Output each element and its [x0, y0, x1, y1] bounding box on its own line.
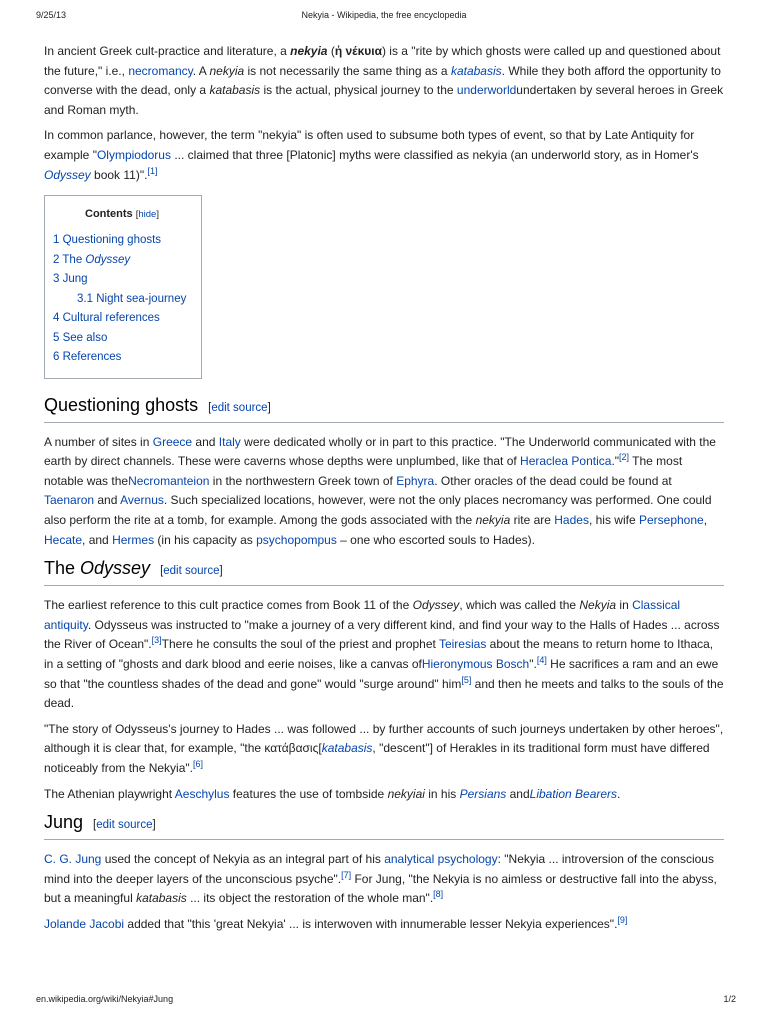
link-katabasis[interactable]: katabasis — [450, 63, 502, 78]
link-heraclea-pontica[interactable]: Heraclea Pontica — [520, 454, 612, 469]
toc-subitem[interactable]: 3.1 Night sea-journey — [77, 292, 187, 305]
toc-hide-link[interactable]: hide — [138, 209, 157, 221]
ref-2[interactable]: [2] — [619, 452, 630, 463]
link-psychopompus[interactable]: psychopompus — [256, 532, 337, 547]
edit-source-link[interactable]: edit source — [96, 819, 153, 832]
link-necromancy[interactable]: necromancy — [128, 63, 193, 78]
toc-item[interactable]: 6 References — [53, 351, 122, 364]
toc-item[interactable]: 4 Cultural references — [53, 312, 160, 325]
section-paragraph: The Athenian playwright Aeschylus features the use of tombside nekyiai in his Persians andLibation Bearers. — [44, 786, 621, 801]
link-persians[interactable]: Persians — [459, 786, 507, 801]
link-analytical-psychology[interactable]: analytical psychology — [384, 852, 498, 867]
link-taenaron[interactable]: Taenaron — [44, 493, 95, 508]
ref-1[interactable]: [1] — [147, 165, 158, 176]
link-hermes[interactable]: Hermes — [112, 532, 155, 547]
table-of-contents — [44, 195, 202, 379]
print-page-number: 1/2 — [723, 994, 736, 1004]
article-content — [44, 42, 724, 941]
ref-9[interactable]: [9] — [617, 914, 628, 925]
link-underworld[interactable]: underworld — [456, 83, 517, 98]
print-footer — [0, 990, 768, 1014]
link-necromanteion[interactable]: Necromanteion — [128, 473, 210, 488]
print-page-title: Nekyia - Wikipedia, the free encyclopedia — [301, 10, 467, 20]
link-avernus[interactable]: Avernus — [120, 493, 164, 508]
ref-5[interactable]: [5] — [461, 674, 472, 685]
ref-3[interactable]: [3] — [151, 635, 162, 646]
section-paragraph: Jolande Jacobi added that "this 'great Nekyia' ... is interwoven with innumerable lesser Nekyia experiences".[9] — [44, 914, 628, 931]
section-paragraph: A number of sites in Greece and Italy were dedicated wholly or in part to this practice. "The Underworld communicated with the earth by direct channels. These were caverns whose depths were unplumbed, like that of Heraclea Pontica."[2] The most notable was theNecromanteion in the northwestern Greek town of Ephyra. Other oracles of the dead could be found at Taenaron and Avernus. Such specialized locations, however, were not the only places necromancy was performed. One could also perform the rite at a tomb, for example. Among the gods associated with the nekyia rite are Hades, his wife Persephone, Hecate, and Hermes (in his capacity as psychopompus – one who escorted souls to Hades). — [44, 434, 716, 547]
intro-paragraph-1: In ancient Greek cult-practice and literature, a nekyia (ἡ νέκυια) is a "rite by which ghosts were called up and questioned about the future," i.e., necromancy. A nekyia is not necessarily the same thing as a katabasis. While they both afford the opportunity to converse with the dead, only a katabasis is the actual, physical journey to the underworldundertaken by several heroes in Greek and Roman myth. — [44, 44, 724, 117]
intro-paragraph-2: In common parlance, however, the term "nekyia" is often used to subsume both types of event, so that by Late Antiquity for example "Olympiodorus ... claimed that three [Platonic] myths were classified as nekyia (an underworld story, as in Homer's Odyssey book 11)".[1] — [44, 128, 699, 182]
link-olympiodorus[interactable]: Olympiodorus — [96, 147, 171, 162]
link-italy[interactable]: Italy — [218, 434, 241, 449]
print-date: 9/25/13 — [36, 10, 67, 20]
toc-heading: Contents [hide] — [85, 208, 159, 221]
link-katabasis[interactable]: katabasis — [321, 741, 373, 756]
link-teiresias[interactable]: Teiresias — [438, 637, 487, 652]
link-libation-bearers[interactable]: Libation Bearers — [529, 786, 618, 801]
link-odyssey[interactable]: Odyssey — [44, 167, 91, 182]
section-heading-questioning-ghosts: Questioning ghosts [edit source] — [44, 393, 724, 423]
toc-item[interactable]: 2 The Odyssey — [53, 253, 131, 266]
section-heading-jung: Jung [edit source] — [44, 810, 724, 840]
link-ephyra[interactable]: Ephyra — [396, 473, 435, 488]
edit-source-link[interactable]: edit source — [163, 565, 220, 578]
toc-item[interactable]: 3 Jung — [53, 273, 88, 286]
ref-6[interactable]: [6] — [193, 758, 204, 769]
ref-4[interactable]: [4] — [536, 655, 547, 665]
link-classical-antiquity[interactable]: Classical antiquity — [44, 598, 681, 632]
link-persephone[interactable]: Persephone — [638, 513, 704, 528]
link-greece[interactable]: Greece — [152, 434, 193, 449]
section-paragraph: "The story of Odysseus's journey to Hades ... was followed ... by further accounts of such journeys undertaken by other heroes", although it is clear that, for example, "the κατάβασις[katabasis, "descent"] of Herakles in its traditional form must have differed noticeably from the Nekyia".[6] — [44, 721, 724, 775]
greek-term: ἡ νέκυια — [334, 44, 382, 58]
section-paragraph: The earliest reference to this cult practice comes from Book 11 of the Odyssey, which was called the Nekyia in Classical antiquity. Odysseus was instructed to "make a journey of a very different kind, and find your way to the Halls of Hades ... across the River of Ocean".[3]There he consults the soul of the priest and prophet Teiresias about the means to return home to Ithaca, in a setting of "ghosts and dark blood and eerie noises, like a canvas ofHieronymous Bosch".[4] He sacrifices a ram and an ewe so that "the countless shades of the dead and gone" would "surge around" him[5] and then he meets and talks to the souls of the dead. — [44, 598, 724, 711]
section-paragraph: C. G. Jung used the concept of Nekyia as an integral part of his analytical psychology: "Nekyia ... introversion of the conscious mind into the deeper layers of the unconscious psyche".[7] For Jung, "the Nekyia is no aimless or destructive fall into the abyss, but a meaningful katabasis ... its object the restoration of the whole man".[8] — [44, 852, 717, 906]
print-url: en.wikipedia.org/wiki/Nekyia#Jung — [36, 994, 174, 1004]
section-heading-odyssey: The Odyssey [edit source] — [44, 556, 724, 586]
print-header — [0, 0, 768, 30]
link-hades[interactable]: Hades — [554, 513, 589, 528]
link-jolande-jacobi[interactable]: Jolande Jacobi — [44, 916, 125, 931]
link-cg-jung[interactable]: C. G. Jung — [44, 852, 102, 867]
ref-7[interactable]: [7] — [341, 869, 352, 880]
link-aeschylus[interactable]: Aeschylus — [174, 786, 230, 801]
link-hecate[interactable]: Hecate — [44, 532, 83, 547]
term-nekyia: nekyia — [290, 44, 328, 58]
toc-item[interactable]: 5 See also — [53, 331, 108, 344]
ref-8[interactable]: [8] — [433, 889, 444, 900]
link-hieronymous-bosch[interactable]: Hieronymous Bosch — [421, 657, 530, 671]
edit-source-link[interactable]: edit source — [211, 401, 268, 414]
toc-item[interactable]: 1 Questioning ghosts — [53, 234, 162, 247]
